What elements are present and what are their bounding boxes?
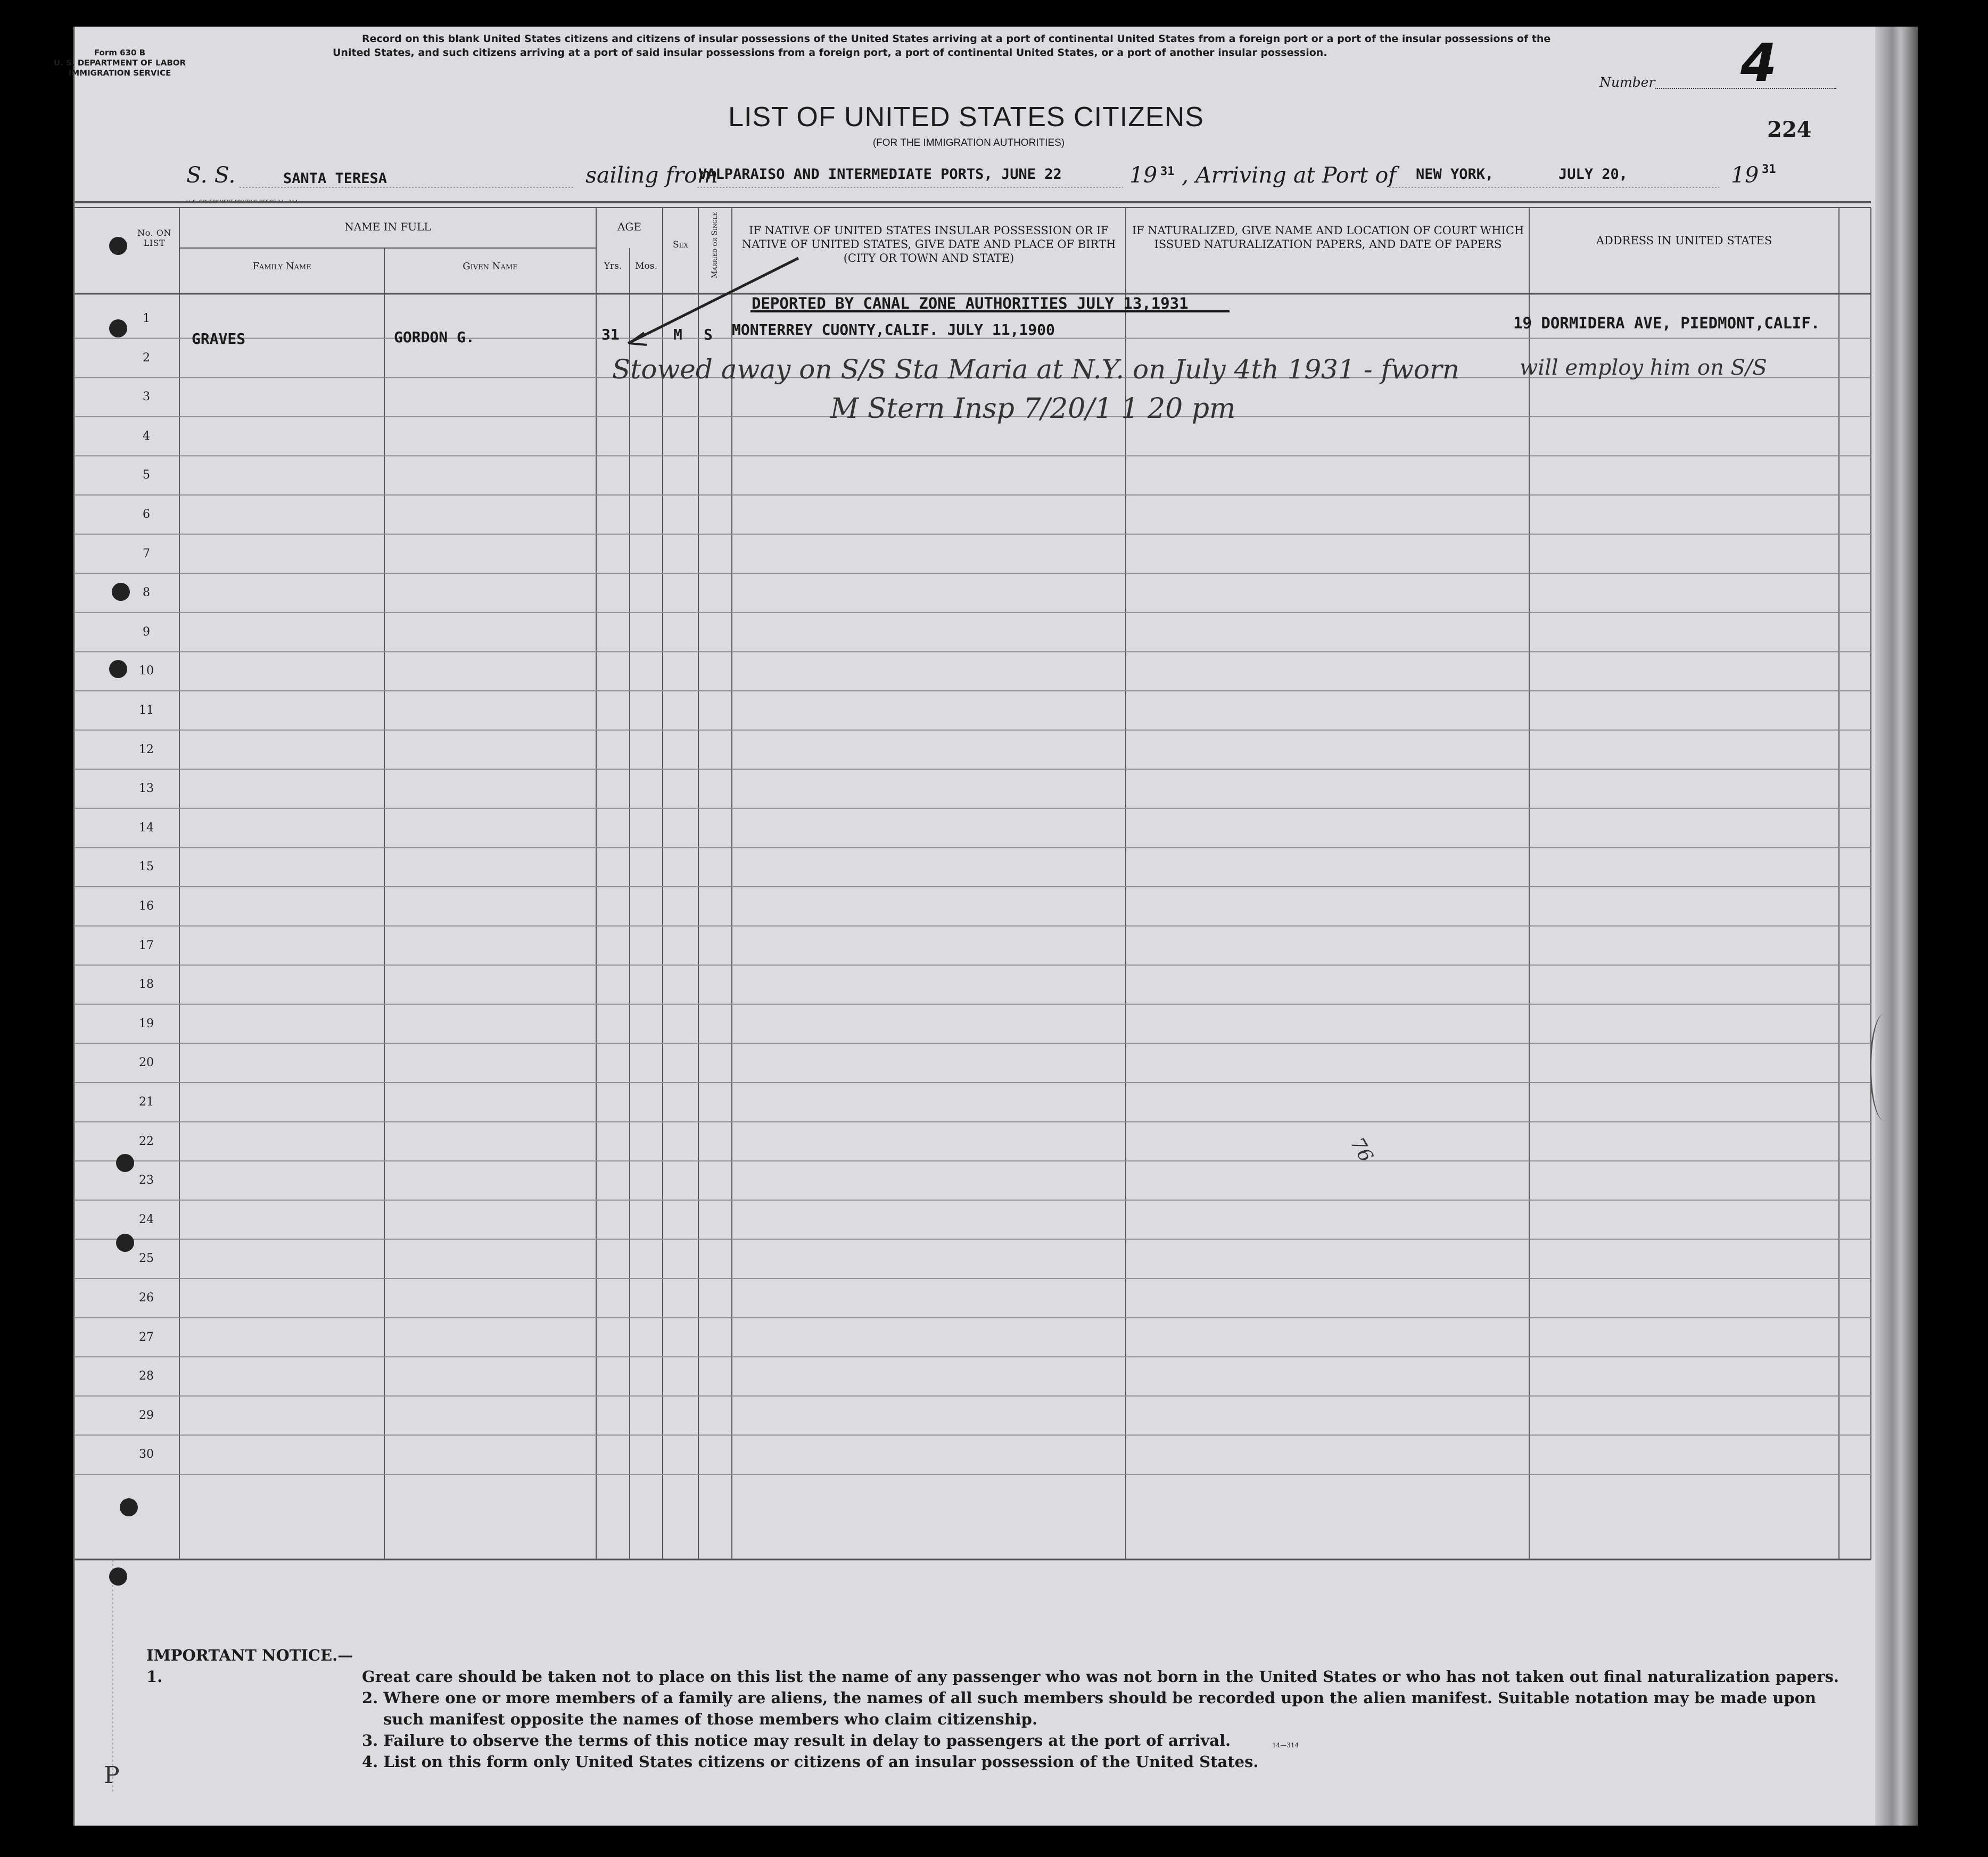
row-number: 6 xyxy=(143,508,150,521)
row-number: 28 xyxy=(139,1369,154,1383)
row-number: 21 xyxy=(139,1095,154,1109)
sheet-number: 4 xyxy=(1740,33,1777,94)
row-number: 8 xyxy=(143,586,150,600)
department-name: U. S. DEPARTMENT OF LABOR xyxy=(53,58,186,68)
inspector-signature: M Stern Insp 7/20/1 1 20 pm xyxy=(830,393,1236,425)
header-address: ADDRESS IN UNITED STATES xyxy=(1596,234,1772,247)
handwritten-note-1b: will employ him on S/S xyxy=(1520,356,1767,380)
row-number: 10 xyxy=(139,664,154,678)
edge-stamp xyxy=(1870,1014,1898,1120)
header-age: AGE xyxy=(617,220,642,233)
row-number: 1 xyxy=(143,312,150,325)
row-number: 2 xyxy=(143,351,150,365)
row-number: 13 xyxy=(139,782,154,796)
departure-port: VALPARAISO AND INTERMEDIATE PORTS, JUNE 22 xyxy=(698,166,1062,183)
number-label: Number xyxy=(1599,75,1655,90)
service-name: IMMIGRATION SERVICE xyxy=(68,68,171,78)
entry-sex: M xyxy=(673,326,682,343)
binding-hole xyxy=(112,583,130,601)
page-title: LIST OF UNITED STATES CITIZENS xyxy=(728,102,1204,133)
binding-hole xyxy=(109,660,127,678)
row-number: 22 xyxy=(139,1134,154,1148)
entry-given-name: GORDON G. xyxy=(394,328,475,346)
row-number: 11 xyxy=(139,704,154,717)
header-sex: Sex xyxy=(673,240,688,250)
header-given-name: Given Name xyxy=(463,261,518,272)
ship-name: SANTA TERESA xyxy=(283,170,387,187)
notice-lead: IMPORTANT NOTICE.—1. xyxy=(146,1646,353,1686)
row-number: 3 xyxy=(143,390,150,404)
important-notice xyxy=(146,1645,1839,1772)
header-naturalized: IF NATURALIZED, GIVE NAME AND LOCATION OF COURT WHICH ISSUED NATURALIZATION PAPERS, AND DATE OF PAPERS xyxy=(1132,224,1524,251)
notice-ref: 14—314 xyxy=(1272,1742,1299,1749)
arriving-label: , Arriving at Port of xyxy=(1182,162,1397,188)
deported-note: DEPORTED BY CANAL ZONE AUTHORITIES JULY 13,1931 xyxy=(752,294,1189,312)
arrival-year: 31 xyxy=(1762,163,1776,176)
notice-item-2-cont: such manifest opposite the names of those members who claim citizenship. xyxy=(383,1710,1038,1728)
row-number: 27 xyxy=(139,1330,154,1344)
row-number: 19 xyxy=(139,1017,154,1030)
sailing-from-label: sailing from xyxy=(585,162,718,188)
row-number: 16 xyxy=(139,899,154,913)
arrival-date: JULY 20, xyxy=(1558,166,1628,183)
record-instructions: Record on this blank United States citizens and citizens of insular possessions of the United States arriving at a port of continental United States from a foreign port or a port of the insular possessions of the United States, and such citizens arriving at a port of said insular possessions from a foreign port, a port of continental United States, or a port of another insular possession. xyxy=(333,33,1551,59)
entry-birth: MONTERREY CUONTY,CALIF. JULY 11,1900 xyxy=(732,321,1055,339)
year-prefix-1: 19 xyxy=(1129,162,1158,188)
row-number: 12 xyxy=(139,742,154,756)
row-number: 17 xyxy=(139,938,154,952)
row-number: 24 xyxy=(139,1212,154,1226)
header-name-in-full: NAME IN FULL xyxy=(344,220,431,233)
row-number: 5 xyxy=(143,468,150,482)
page-number: 224 xyxy=(1767,117,1812,142)
row-number: 25 xyxy=(139,1252,154,1266)
row-number: 30 xyxy=(139,1448,154,1462)
header-yrs: Yrs. xyxy=(604,261,622,271)
printer-mark: U. S. GOVERNMENT PRINTING OFFICE 14—314 xyxy=(186,200,298,205)
notice-item-2: 2. Where one or more members of a family are aliens, the names of all such members should be recorded upon the alien manifest. Suitable notation may be made upon xyxy=(362,1689,1817,1707)
row-number: 4 xyxy=(143,429,150,443)
handwritten-note-1: Stowed away on S/S Sta Maria at N.Y. on July 4th 1931 - fworn xyxy=(612,354,1459,385)
notice-item-1: Great care should be taken not to place on this list the name of any passenger who was not born in the United States or who has not taken out final naturalization papers. xyxy=(362,1668,1839,1686)
binding-hole xyxy=(109,237,127,255)
entry-address: 19 DORMIDERA AVE, PIEDMONT,CALIF. xyxy=(1513,314,1820,332)
header-mos: Mos. xyxy=(635,261,657,271)
corner-mark: P xyxy=(104,1762,120,1789)
marginal-number: 76 xyxy=(1346,1134,1377,1166)
binding-hole xyxy=(116,1234,134,1252)
header-native: IF NATIVE OF UNITED STATES INSULAR POSSESSION OR IF NATIVE OF UNITED STATES, GIVE DATE AND PLACE OF BIRTH (CITY OR TOWN AND STATE) xyxy=(741,224,1116,265)
binding-hole xyxy=(109,319,127,337)
row-number: 26 xyxy=(139,1291,154,1305)
row-number: 14 xyxy=(139,821,154,835)
binding-hole xyxy=(109,1567,127,1586)
row-number: 29 xyxy=(139,1408,154,1422)
row-number: 23 xyxy=(139,1174,154,1187)
ss-label: S. S. xyxy=(186,162,236,188)
row-number: 7 xyxy=(143,547,150,560)
entry-family-name: GRAVES xyxy=(192,330,246,348)
arrival-port: NEW YORK, xyxy=(1416,166,1494,183)
form-number: Form 630 B xyxy=(94,48,146,57)
row-number: 18 xyxy=(139,978,154,992)
entry-marital: S xyxy=(704,326,713,343)
binding-hole xyxy=(120,1498,138,1516)
year-prefix-2: 19 xyxy=(1731,162,1759,188)
row-number: 20 xyxy=(139,1056,154,1070)
header-family-name: Family Name xyxy=(252,261,311,272)
notice-item-3: 3. Failure to observe the terms of this notice may result in delay to passengers at the port of arrival. xyxy=(362,1731,1231,1749)
binding-hole xyxy=(116,1154,134,1172)
departure-year: 31 xyxy=(1160,165,1175,178)
header-no-on-list: No. ON LIST xyxy=(137,228,171,248)
row-number: 9 xyxy=(143,625,150,639)
row-number: 15 xyxy=(139,860,154,874)
header-married-or-single: Married or Single xyxy=(711,212,719,278)
page-subtitle: (FOR THE IMMIGRATION AUTHORITIES) xyxy=(872,137,1065,148)
notice-item-4: 4. List on this form only United States citizens or citizens of an insular possession of the United States. xyxy=(362,1753,1259,1771)
entry-age-years: 31 xyxy=(601,326,620,343)
